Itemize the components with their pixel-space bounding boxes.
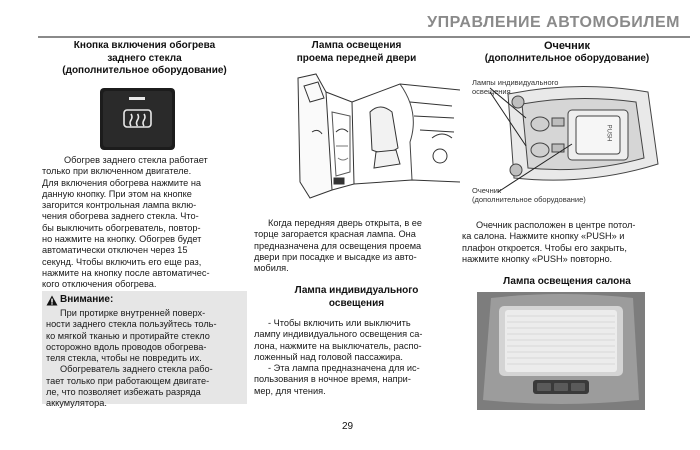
body-line: мобиля. — [254, 263, 289, 274]
warning-text — [46, 308, 243, 410]
callout-line: освещения — [472, 87, 511, 96]
heading-line: Очечник — [543, 40, 591, 52]
warning-line: тает только при работающем двигате- — [46, 375, 210, 386]
warning-line: теля стекла, чтобы не повредить их. — [46, 353, 202, 364]
callout-line: Очечник — [472, 186, 502, 195]
warning-line: ности заднего стекла пользуйтесь толь- — [46, 319, 217, 330]
door-lamp-heading — [254, 40, 459, 65]
body-line: торце загорается красная лампа. Она — [254, 229, 416, 240]
header-rule — [38, 36, 690, 38]
glasses-holder-heading — [462, 40, 672, 65]
body-line: Очечник расположен в центре потол- — [476, 220, 636, 230]
body-line: данную кнопку. При этом на кнопке — [42, 188, 192, 199]
page-header — [38, 10, 690, 38]
heading-line: Лампа индивидуального — [294, 285, 419, 296]
body-line: Обогрев заднего стекла работает — [64, 155, 208, 165]
callout-line: Лампы индивидуального — [472, 78, 559, 87]
body-line: - Чтобы включить или выключить — [268, 318, 411, 328]
body-line: бы выключить обогреватель, повтор- — [42, 222, 201, 233]
warning-line: Обогреватель заднего стекла рабо- — [60, 364, 213, 375]
body-line: загорится контрольная лампа вклю- — [42, 200, 197, 211]
warning-box — [42, 291, 247, 409]
body-line: лампу индивидуального освещения са- — [254, 329, 423, 340]
column-glasses-holder — [462, 40, 672, 65]
body-line: чения обогрева заднего стекла. Что- — [42, 211, 199, 222]
body-line: но нажмите на кнопку. Обогрев будет — [42, 234, 202, 245]
heading-line: (дополнительное оборудование) — [62, 65, 227, 76]
column-rear-defrost — [42, 40, 247, 78]
overhead-console-figure — [468, 74, 668, 214]
heading-line: проема передней двери — [296, 52, 417, 64]
body-line: кого отключения обогрева. — [42, 279, 157, 290]
reading-lamp-heading — [254, 285, 459, 310]
section-title: УПРАВЛЕНИЕ АВТОМОБИЛЕМ — [427, 14, 680, 31]
warning-line: ко мягкой тканью и протирайте стекло — [46, 330, 210, 341]
body-line: нажмите на кнопку после автоматичес- — [42, 267, 210, 278]
door-illustration — [292, 72, 460, 200]
body-line: секунд. Чтобы включить его еще раз, — [42, 256, 202, 267]
cabin-lamp-heading: Лампа освещения салона — [503, 276, 631, 287]
warning-line: ле, что позволяет избежать разряда — [46, 387, 201, 398]
body-line: только при включенном двигателе. — [42, 166, 192, 177]
body-line: Для включения обогрева нажмите на — [42, 177, 202, 188]
body-line: пользования в ночное время, напри- — [254, 374, 411, 385]
console-push-label: PUSH — [605, 124, 612, 142]
cabin-lamp-image — [477, 292, 645, 410]
warning-line: осторожно вдоль проводов обогрева- — [46, 341, 207, 352]
warning-title: Внимание: — [60, 294, 114, 305]
reading-lamp-body — [254, 318, 459, 397]
rear-defrost-heading — [42, 40, 247, 78]
body-line: ка салона. Нажмите кнопку «PUSH» и — [462, 231, 625, 242]
heading-line: заднего стекла — [107, 52, 182, 64]
console-drawing — [468, 74, 668, 214]
heading-line: Лампа освещения — [311, 40, 402, 51]
body-line: автоматически отключен через 15 — [42, 245, 188, 256]
callout-line: (дополнительное оборудование) — [472, 195, 586, 204]
heading-line: Кнопка включения обогрева — [73, 40, 216, 51]
body-line: Когда передняя дверь открыта, в ее — [268, 218, 422, 228]
door-lamp-body — [254, 218, 459, 274]
rear-defrost-button-image — [100, 88, 175, 150]
warning-triangle-icon — [46, 295, 58, 306]
body-line: нажмите кнопку «PUSH» повторно. — [462, 253, 613, 264]
warning-line: При протирке внутренней поверх- — [60, 308, 206, 318]
body-line: - Эта лампа предназначена для ис- — [268, 363, 420, 374]
body-line: двери при посадке и высадке из авто- — [254, 251, 417, 262]
glasses-holder-body — [462, 220, 672, 265]
heading-line: (дополнительное оборудование) — [484, 52, 650, 64]
rear-defrost-body — [42, 155, 247, 291]
heading-line: освещения — [328, 297, 385, 309]
column-door-lamp — [254, 40, 459, 65]
body-line: ложенный над головой пассажира. — [254, 351, 403, 362]
page-number: 29 — [342, 421, 354, 432]
body-line: лона, нажмите на выключатель, распо- — [254, 340, 422, 351]
warning-line: аккумулятора. — [46, 398, 107, 409]
body-line: плафон откроется. Чтобы его закрыть, — [462, 242, 627, 253]
body-line: мер, для чтения. — [254, 385, 326, 396]
body-line: предназначена для освещения проема — [254, 240, 422, 251]
